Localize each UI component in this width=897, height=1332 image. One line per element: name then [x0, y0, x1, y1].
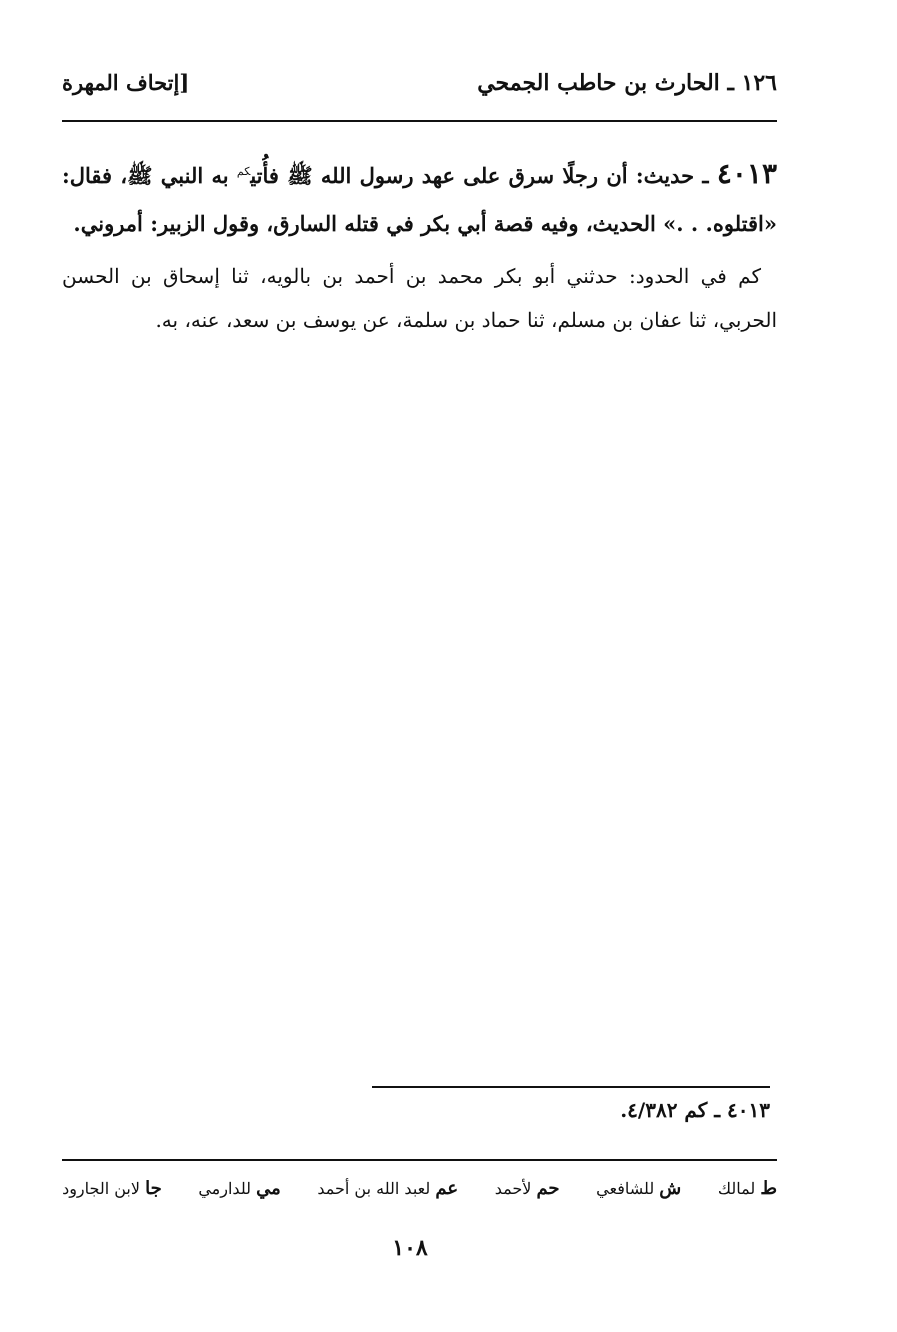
abbreviations-key [62, 1178, 777, 1199]
abbrev-name: لعبد الله بن أحمد [317, 1179, 431, 1198]
abbrev-item [62, 1178, 162, 1199]
abbrev-item [718, 1178, 777, 1199]
abbrev-name: للشافعي [596, 1179, 655, 1198]
abbrev-code: جا [145, 1178, 162, 1199]
main-text [62, 148, 777, 342]
abbrev-code: مي [256, 1178, 281, 1199]
hadith-number: ٤٠١٣ [716, 157, 777, 190]
abbrev-item [495, 1178, 560, 1199]
abbrev-code: ط [760, 1178, 777, 1199]
footnote: ٤٠١٣ ـ كم ٤/٣٨٢. [620, 1098, 770, 1122]
hadith-entry [62, 148, 777, 248]
footnote-divider [372, 1086, 770, 1088]
hadith-text-part1: ـ حديث: أن رجلًا سرق على عهد رسول الله ﷺ فأُتي [250, 163, 717, 188]
kam-marker: كم [236, 165, 251, 178]
page-header [62, 70, 777, 106]
abbrev-name: للدارمي [198, 1179, 251, 1198]
hadith-text-part2: به النبي ﷺ، فقال: «اقتلوه. . .» الحديث، وفيه قصة أبي بكر في قتله السارق، وقول الزبير: أمروني. [62, 163, 777, 236]
abbrev-name: لأحمد [494, 1179, 532, 1198]
section-title: ١٢٦ ـ الحارث بن حاطب الجمحي [477, 70, 777, 96]
abbrev-name: لابن الجارود [62, 1179, 141, 1198]
abbrev-item [198, 1178, 280, 1199]
abbrev-code: حم [536, 1178, 560, 1199]
abbrev-code: عم [435, 1178, 459, 1199]
abbrev-name: لمالك [717, 1179, 756, 1198]
abbreviations-divider [62, 1159, 777, 1161]
book-title: [إتحاف المهرة [62, 70, 190, 95]
abbrev-code: ش [659, 1178, 682, 1199]
header-divider [62, 120, 777, 122]
page-number: ١٠٨ [392, 1235, 428, 1261]
abbrev-item [596, 1178, 681, 1199]
abbrev-item [317, 1178, 458, 1199]
isnad-text: كم في الحدود: حدثني أبو بكر محمد بن أحمد بن بالويه، ثنا إسحاق بن الحسن الحربي، ثنا عفان بن مسلم، ثنا حماد بن سلمة، عن يوسف بن سعد، عنه، به. [62, 264, 777, 332]
